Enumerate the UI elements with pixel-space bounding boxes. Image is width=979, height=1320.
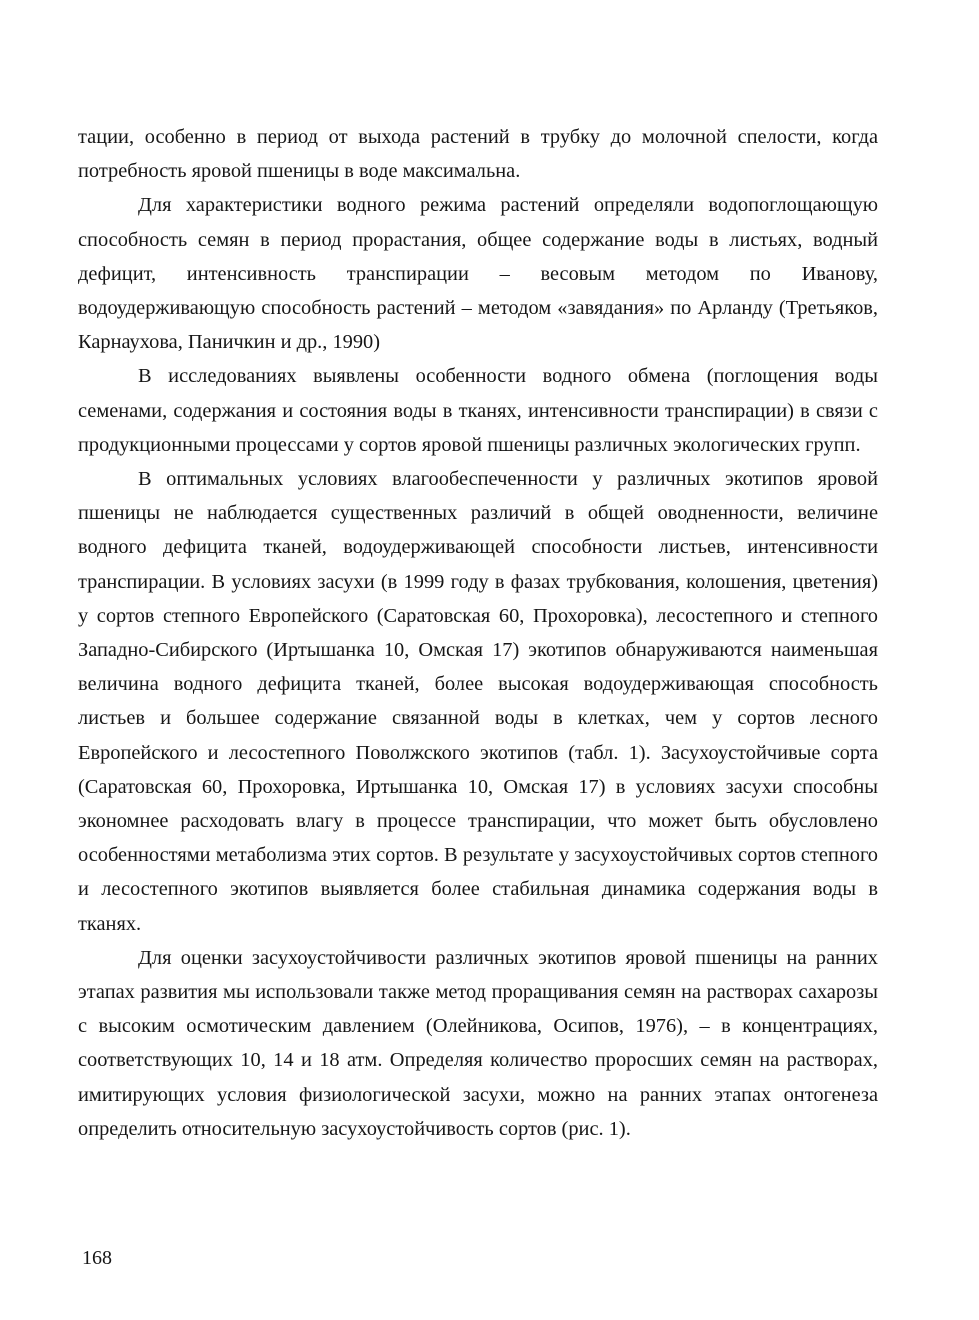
paragraph-germination-method: Для оценки засухоустойчивости различных экотипов яровой пшеницы на ранних этапах развития мы использовали также метод проращивания семян на растворах сахарозы с высоким осмотическим давлением (Олейникова, Осипов, 1976), – в концентрациях, соответствующих 10, 14 и 18 атм. Определяя количество проросших семян на растворах, имитирующих условия физиологической засухи, можно на ранних этапах онтогенеза определить относительную засухоустойчивость сортов (рис. 1).: [78, 946, 878, 1140]
page-number: 168: [82, 1247, 112, 1269]
text-column: [78, 120, 878, 1146]
paragraph-drought-conditions: В оптимальных условиях влагообеспеченности у различных экотипов яровой пшеницы не наблюдается существенных различий в общей оводненности, величине водного дефицита тканей, водоудерживающей способности листьев, интенсивности транспирации. В условиях засухи (в 1999 году в фазах трубкования, колошения, цветения) у сортов степного Европейского (Саратовская 60, Прохоровка), лесостепного и степного Западно-Сибирского (Иртышанка 10, Омская 17) экотипов обнаруживаются наименьшая величина водного дефицита тканей, более высокая водоудерживающая способность листьев и большее содержание связанной воды в клетках, чем у сортов лесного Европейского и лесостепного Поволжского экотипов (табл. 1). Засухоустойчивые сорта (Саратовская 60, Прохоровка, Иртышанка 10, Омская 17) в условиях засухи способны экономнее расходовать влагу в процессе транспирации, что может быть обусловлено особенностями метаболизма этих сортов. В результате у засухоустойчивых сортов степного и лесостепного экотипов выявляется более стабильная динамика содержания воды в тканях.: [78, 468, 878, 935]
paragraph-findings: В исследованиях выявлены особенности водного обмена (поглощения воды семенами, содержания и состояния воды в тканях, интенсивности транспирации) в связи с продукционными процессами у сортов яровой пшеницы различных экологических групп.: [78, 365, 878, 456]
paragraph-continuation: тации, особенно в период от выхода растений в трубку до молочной спелости, когда потребность яровой пшеницы в воде максимальна.: [78, 126, 878, 183]
paragraph-methods: Для характеристики водного режима растений определяли водопоглощающую способность семян в период прорастания, общее содержание воды в листьях, водный дефицит, интенсивность транспирации – весовым методом по Иванову, водоудерживающую способность растений – методом «завядания» по Арланду (Третьяков, Карнаухова, Паничкин и др., 1990): [78, 194, 878, 354]
